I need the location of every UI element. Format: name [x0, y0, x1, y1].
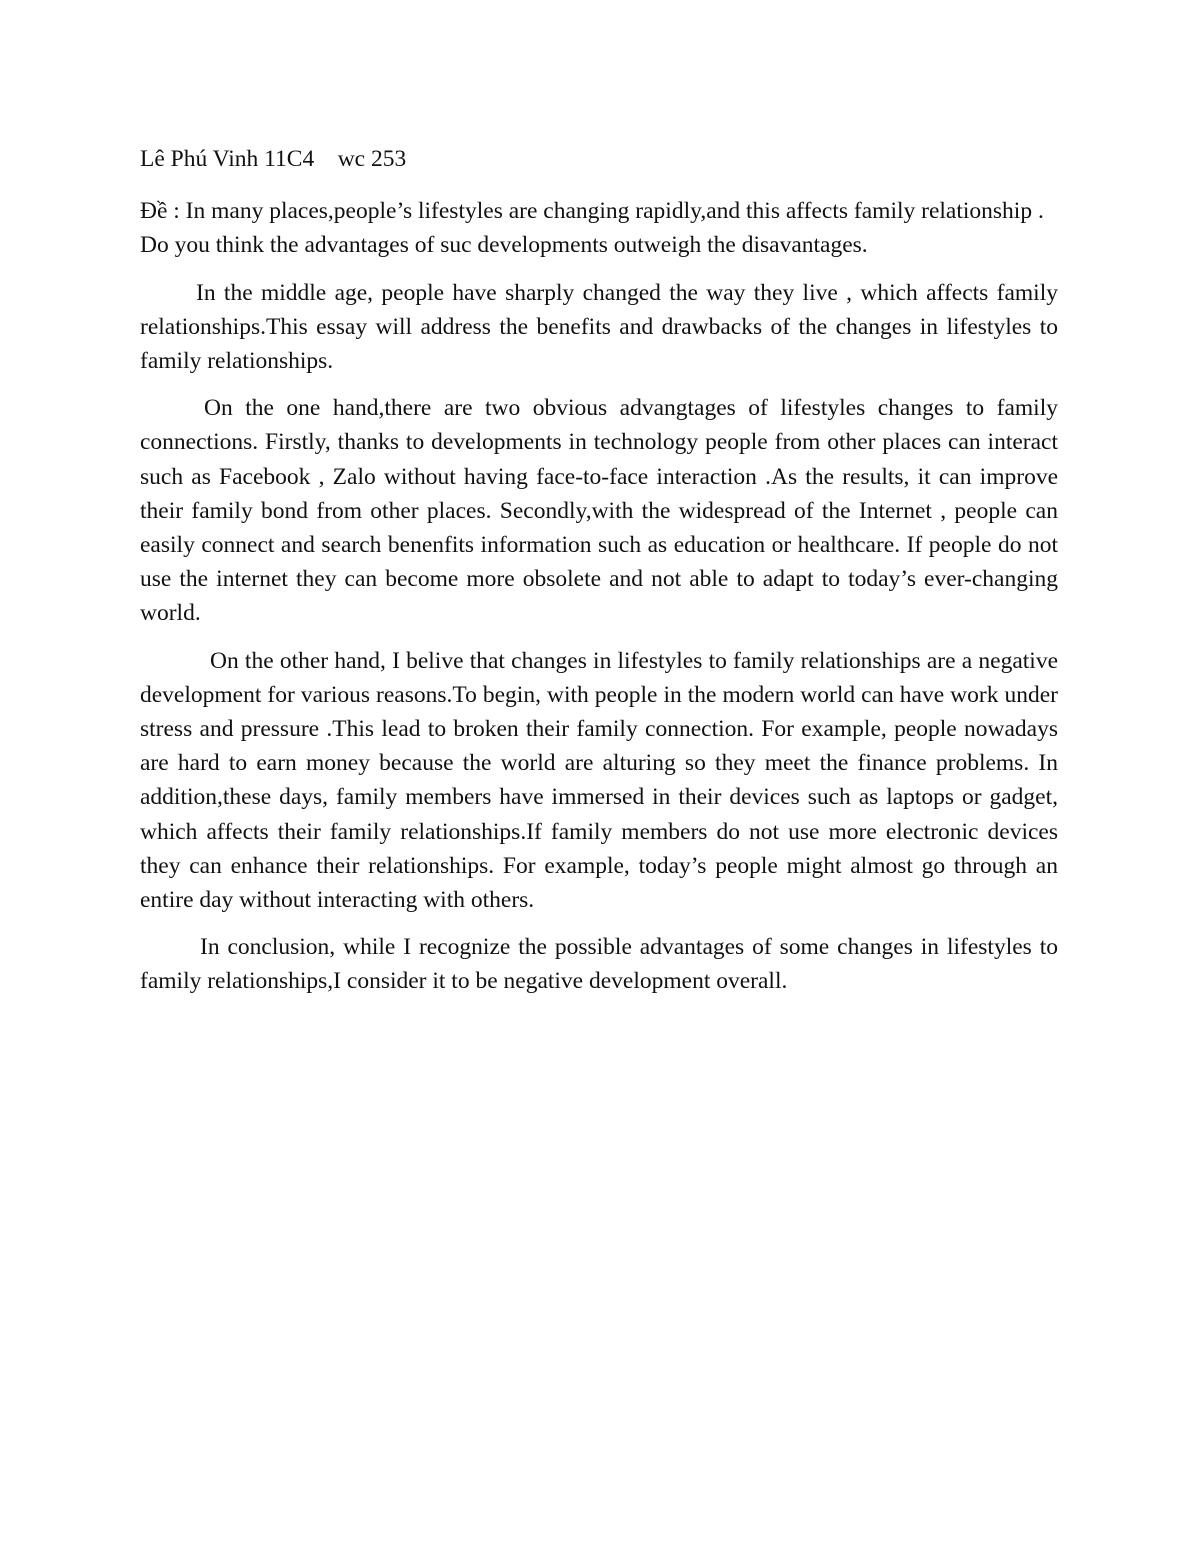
conclusion-paragraph: In conclusion, while I recognize the possible advantages of some changes in lifestyles to family relationships,I consider it to be negative development overall. [140, 934, 1058, 995]
disadvantages-paragraph: On the other hand, I belive that changes in lifestyles to family relationships are a negative development for various reasons.To begin, with people in the modern world can have work under stress and pressure .This lead to broken their family connection. For example, people nowadays are hard to earn money because the world are alturing so they meet the finance problems. In addition,these days, family members have immersed in their devices such as laptops or gadget, which affects their family relationships.If family members do not use more electronic devices they can enhance their relationships. For example, today’s people might almost go through an entire day without interacting with others. [140, 647, 1058, 914]
introduction-paragraph: In the middle age, people have sharply changed the way they live , which affects family relationships.This essay will address the benefits and drawbacks of the changes in lifestyles to family relationships. [140, 279, 1058, 375]
document-body [140, 142, 1058, 1012]
author-header: Lê Phú Vinh 11C4 wc 253 [140, 146, 407, 172]
essay-prompt: Đề : In many places,people’s lifestyles are changing rapidly,and this affects family relationship . Do you think the advantages of suc developments outweigh the disavantages. [140, 198, 1044, 259]
advantages-paragraph: On the one hand,there are two obvious advangtages of lifestyles changes to family connections. Firstly, thanks to developments in technology people from other places can interact such as Facebook , Zalo without having face-to-face interaction .As the results, it can improve their family bond from other places. Secondly,with the widespread of the Internet , people can easily connect and search benenfits information such as education or healthcare. If people do not use the internet they can become more obsolete and not able to adapt to today’s ever-changing world. [140, 395, 1058, 627]
